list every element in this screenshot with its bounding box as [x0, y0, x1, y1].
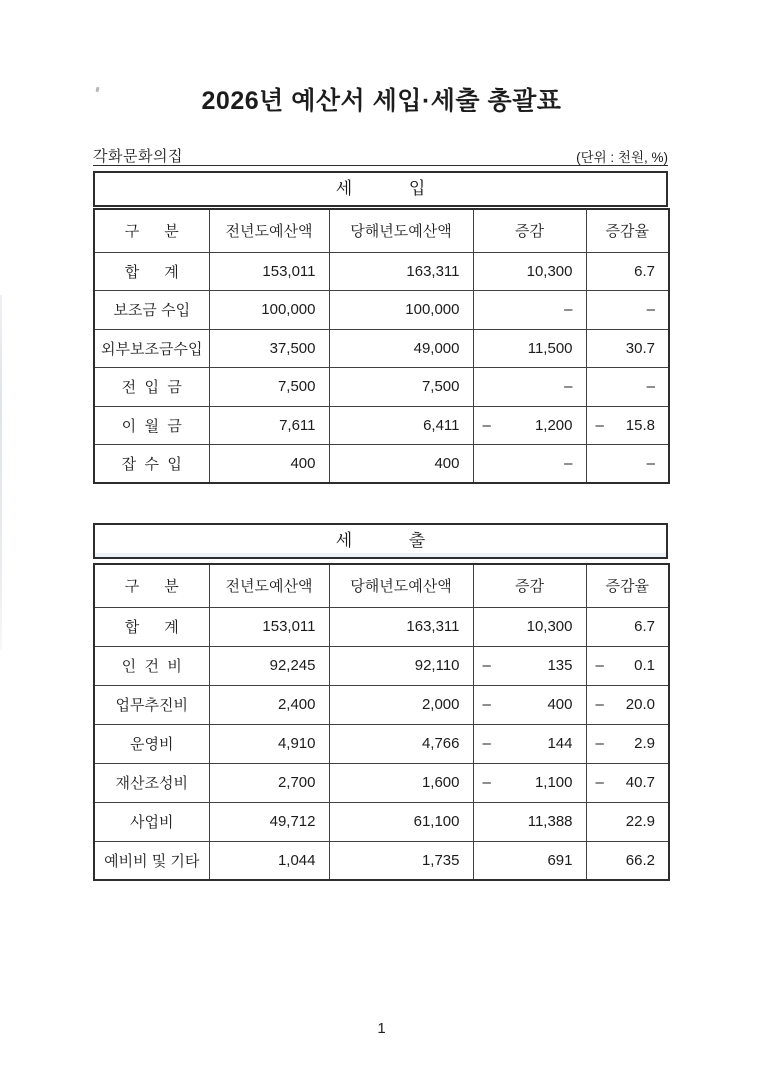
- change-value: –: [564, 378, 573, 396]
- table-row: [94, 329, 669, 368]
- row-label: 운영비: [94, 724, 209, 763]
- minus-sign: –: [482, 416, 491, 434]
- rate-value: –: [646, 378, 655, 396]
- unit-note: (단위 : 천원, %): [576, 150, 668, 165]
- scan-edge-artifact: [0, 295, 2, 650]
- minus-sign: –: [595, 657, 604, 674]
- prev-amount: 92,245: [209, 646, 329, 685]
- revenue-header-row: [94, 209, 669, 252]
- curr-amount: 163,311: [329, 252, 473, 291]
- curr-amount: 49,000: [329, 329, 473, 368]
- change-value: 1,200: [534, 416, 573, 434]
- minus-sign: –: [482, 657, 491, 674]
- prev-amount: 153,011: [209, 252, 329, 291]
- curr-amount: 1,735: [329, 841, 473, 880]
- curr-amount: 100,000: [329, 291, 473, 330]
- change-cell: [473, 291, 586, 330]
- curr-amount: 2,000: [329, 685, 473, 724]
- table-row: [94, 445, 669, 484]
- prev-amount: 153,011: [209, 607, 329, 646]
- table-row: [94, 724, 669, 763]
- rate-cell: [586, 445, 669, 484]
- row-label: 외부보조금수입: [94, 329, 209, 368]
- prev-amount: 49,712: [209, 802, 329, 841]
- change-value: 10,300: [526, 262, 573, 280]
- table-row: [94, 802, 669, 841]
- change-value: 10,300: [526, 618, 573, 635]
- curr-amount: 4,766: [329, 724, 473, 763]
- row-label: 예비비 및 기타: [94, 841, 209, 880]
- rate-cell: [586, 763, 669, 802]
- curr-amount: 7,500: [329, 368, 473, 407]
- table-row: [94, 646, 669, 685]
- row-label: 보조금 수입: [94, 291, 209, 330]
- col-header-category: 구 분: [94, 209, 209, 252]
- rate-cell: [586, 252, 669, 291]
- rate-cell: [586, 802, 669, 841]
- change-cell: [473, 445, 586, 484]
- curr-amount: 163,311: [329, 607, 473, 646]
- page-number: 1: [377, 1020, 386, 1037]
- rate-value: 40.7: [625, 774, 655, 791]
- change-value: 11,388: [527, 813, 573, 830]
- change-value: –: [564, 455, 573, 472]
- prev-amount: 100,000: [209, 291, 329, 330]
- curr-amount: 61,100: [329, 802, 473, 841]
- table-row: [94, 685, 669, 724]
- prev-amount: 4,910: [209, 724, 329, 763]
- rate-value: 15.8: [625, 416, 655, 434]
- col-header-change: 증감: [473, 564, 586, 607]
- rate-cell: [586, 368, 669, 407]
- curr-amount: 400: [329, 445, 473, 484]
- org-name: 각화문화의집: [93, 148, 183, 165]
- col-header-change: 증감: [473, 209, 586, 252]
- change-value: 135: [547, 657, 573, 674]
- rate-value: 30.7: [625, 339, 655, 357]
- minus-sign: –: [595, 735, 604, 752]
- change-value: 1,100: [534, 774, 573, 791]
- expenditure-table-section: [93, 523, 668, 881]
- rate-cell: [586, 841, 669, 880]
- rate-cell: [586, 724, 669, 763]
- rate-value: –: [646, 301, 655, 319]
- prev-amount: 7,500: [209, 368, 329, 407]
- row-label: 합 계: [94, 252, 209, 291]
- rate-value: 22.9: [625, 813, 655, 830]
- minus-sign: –: [595, 696, 604, 713]
- col-header-change-rate: 증감율: [586, 564, 669, 607]
- col-header-prev-year: 전년도예산액: [209, 209, 329, 252]
- row-label: 업무추진비: [94, 685, 209, 724]
- table-row: [94, 291, 669, 330]
- change-cell: [473, 368, 586, 407]
- change-cell: [473, 763, 586, 802]
- table-row: [94, 841, 669, 880]
- rate-value: 20.0: [625, 696, 655, 713]
- col-header-category: 구 분: [94, 564, 209, 607]
- revenue-table: [93, 208, 670, 484]
- col-header-curr-year: 당해년도예산액: [329, 209, 473, 252]
- rate-value: 6.7: [634, 262, 655, 280]
- row-label: 전 입 금: [94, 368, 209, 407]
- col-header-curr-year: 당해년도예산액: [329, 564, 473, 607]
- rate-value: 2.9: [634, 735, 655, 752]
- row-label: 합 계: [94, 607, 209, 646]
- row-label: 재산조성비: [94, 763, 209, 802]
- change-cell: [473, 646, 586, 685]
- rate-value: 66.2: [625, 851, 655, 869]
- change-cell: [473, 802, 586, 841]
- expenditure-header-row: [94, 564, 669, 607]
- header-underline: [93, 165, 668, 166]
- table-row: [94, 368, 669, 407]
- rate-value: 0.1: [634, 657, 655, 674]
- minus-sign: –: [595, 416, 604, 434]
- row-label: 인 건 비: [94, 646, 209, 685]
- minus-sign: –: [482, 735, 491, 752]
- change-cell: [473, 406, 586, 445]
- change-cell: [473, 252, 586, 291]
- rate-value: –: [646, 455, 655, 472]
- rate-cell: [586, 607, 669, 646]
- table-row: [94, 607, 669, 646]
- table-row: [94, 406, 669, 445]
- prev-amount: 37,500: [209, 329, 329, 368]
- change-value: –: [564, 301, 573, 319]
- change-cell: [473, 724, 586, 763]
- rate-cell: [586, 291, 669, 330]
- curr-amount: 6,411: [329, 406, 473, 445]
- prev-amount: 7,611: [209, 406, 329, 445]
- minus-sign: –: [482, 696, 491, 713]
- row-label: 이 월 금: [94, 406, 209, 445]
- revenue-table-section: [93, 171, 668, 484]
- document-title: 2026년 예산서 세입·세출 총괄표: [201, 87, 562, 115]
- change-value: 400: [547, 696, 573, 713]
- change-value: 11,500: [527, 339, 573, 357]
- rate-cell: [586, 646, 669, 685]
- revenue-table-title: 세 입: [93, 171, 668, 207]
- prev-amount: 1,044: [209, 841, 329, 880]
- row-label: 잡 수 입: [94, 445, 209, 484]
- change-cell: [473, 607, 586, 646]
- table-row: [94, 763, 669, 802]
- curr-amount: 92,110: [329, 646, 473, 685]
- prev-amount: 2,700: [209, 763, 329, 802]
- change-cell: [473, 841, 586, 880]
- rate-cell: [586, 329, 669, 368]
- table-row: [94, 252, 669, 291]
- expenditure-table: [93, 563, 670, 881]
- prev-amount: 400: [209, 445, 329, 484]
- col-header-change-rate: 증감율: [586, 209, 669, 252]
- col-header-prev-year: 전년도예산액: [209, 564, 329, 607]
- rate-cell: [586, 685, 669, 724]
- change-cell: [473, 329, 586, 368]
- meta-row: [93, 145, 668, 166]
- minus-sign: –: [482, 774, 491, 791]
- change-cell: [473, 685, 586, 724]
- expenditure-table-title: 세 출: [93, 523, 668, 559]
- rate-cell: [586, 406, 669, 445]
- prev-amount: 2,400: [209, 685, 329, 724]
- change-value: 691: [547, 851, 573, 869]
- change-value: 144: [547, 735, 573, 752]
- rate-value: 6.7: [634, 618, 655, 635]
- minus-sign: –: [595, 774, 604, 791]
- curr-amount: 1,600: [329, 763, 473, 802]
- row-label: 사업비: [94, 802, 209, 841]
